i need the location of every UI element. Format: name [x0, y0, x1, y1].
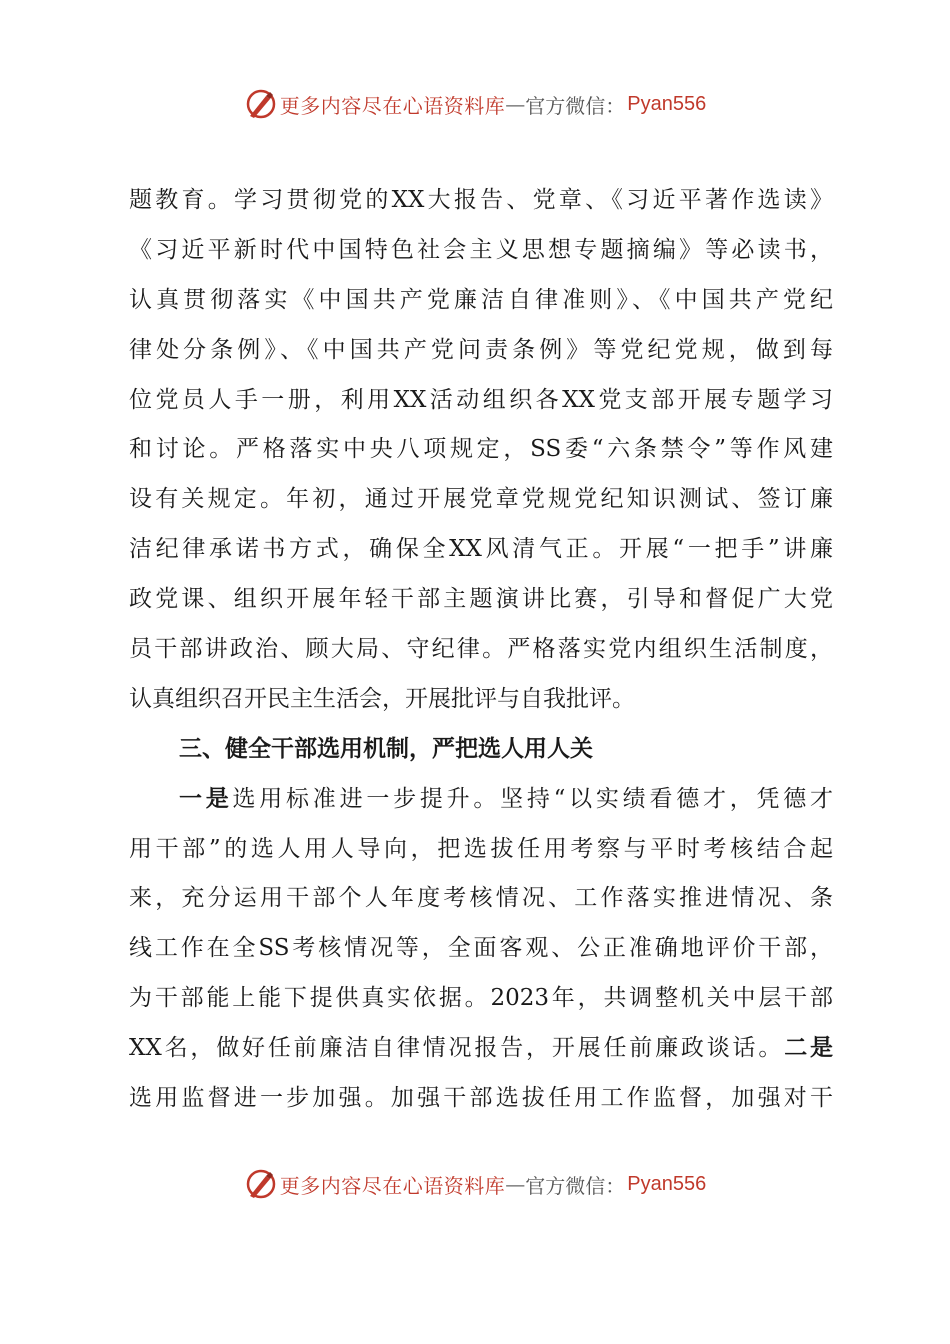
watermark-wechat-id: Pyan556: [627, 92, 707, 115]
body-line: 和讨论。严格落实中央八项规定，SS委“六条禁令”等作风建: [129, 436, 833, 463]
body-line: 题教育。学习贯彻党的XX大报告、党章、《习近平著作选读》: [129, 187, 833, 213]
line-text: XX名，做好任前廉洁自律情况报告，开展任前廉政谈话。: [129, 1035, 785, 1062]
body-line: 位党员人手一册，利用XX活动组织各XX党支部开展专题学习: [129, 386, 833, 413]
body-line: 来，充分运用干部个人年度考核情况、工作落实推进情况、条: [129, 885, 833, 912]
body-line: 洁纪律承诺书方式，确保全XX风清气正。开展“一把手”讲廉: [129, 536, 833, 563]
bold-lead: 一是: [179, 785, 233, 812]
watermark-banner-bottom: [0, 1164, 950, 1204]
pen-logo-icon: [244, 1167, 278, 1201]
watermark-wechat-id: Pyan556: [627, 1172, 707, 1195]
watermark-wechat-label: 官方微信：: [525, 93, 626, 118]
body-line: 认真贯彻落实《中国共产党廉洁自律准则》、《中国共产党纪: [129, 286, 833, 313]
body-line: 《习近平新时代中国特色社会主义思想专题摘编》等必读书，: [129, 236, 833, 263]
watermark-banner-top: [0, 84, 950, 124]
watermark-wechat-label: 官方微信：: [525, 1173, 626, 1198]
watermark-site-text: 更多内容尽在心语资料库: [279, 93, 506, 118]
watermark-site-text: 更多内容尽在心语资料库: [279, 1173, 506, 1198]
body-line: 为干部能上能下提供真实依据。2023年，共调整机关中层干部: [129, 985, 833, 1012]
body-line: 选用监督进一步加强。加强干部选拔任用工作监督，加强对干: [129, 1085, 833, 1112]
bold-lead: 二是: [784, 1035, 834, 1062]
body-line: 律处分条例》、《中国共产党问责条例》等党纪党规，做到每: [129, 336, 833, 363]
body-line: [129, 1024, 833, 1074]
section-heading: 三、健全干部选用机制，严把选人用人关: [179, 735, 593, 762]
body-line: 用干部”的选人用人导向，把选拔任用考察与平时考核结合起: [129, 835, 833, 862]
line-text: 选用标准进一步提升。坚持“以实绩看德才，凭德才: [232, 785, 834, 812]
body-line: 员干部讲政治、顾大局、守纪律。严格落实党内组织生活制度，: [129, 636, 833, 663]
body-line: 线工作在全SS考核情况等，全面客观、公正准确地评价干部，: [129, 935, 833, 962]
body-line: 设有关规定。年初，通过开展党章党规党纪知识测试、签订廉: [129, 486, 833, 513]
body-line: [129, 775, 833, 825]
body-line: 认真组织召开民主生活会，开展批评与自我批评。: [129, 685, 635, 712]
watermark-separator: —: [505, 92, 526, 116]
document-body: [129, 176, 833, 1124]
watermark-separator: —: [505, 1172, 526, 1196]
pen-logo-icon: [244, 87, 278, 121]
body-line: 政党课、组织开展年轻干部主题演讲比赛，引导和督促广大党: [129, 586, 833, 613]
